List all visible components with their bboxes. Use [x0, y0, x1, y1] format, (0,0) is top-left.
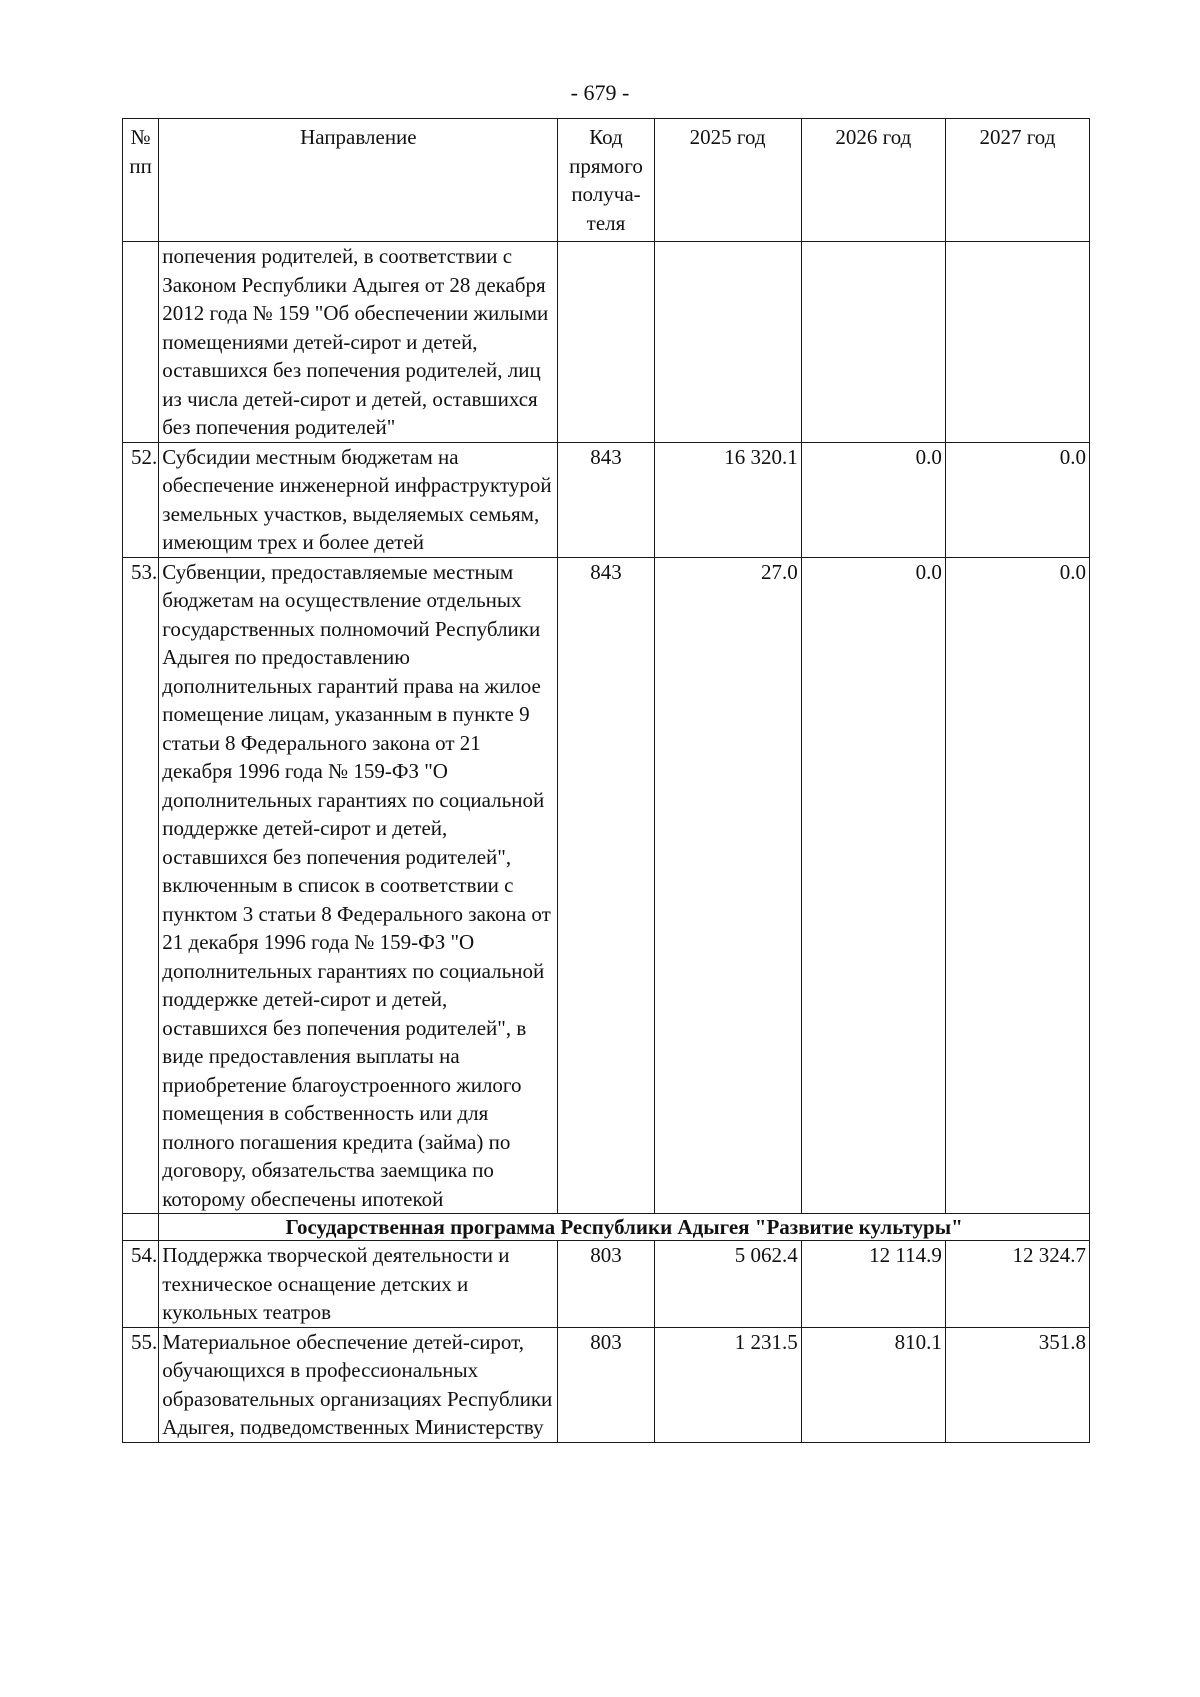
- section-row: [123, 1214, 1090, 1241]
- row-code: 803: [558, 1241, 654, 1328]
- row-2026: [801, 242, 945, 443]
- row-2025: 27.0: [654, 557, 801, 1214]
- row-2026: 12 114.9: [801, 1241, 945, 1328]
- table-row: [123, 1327, 1090, 1442]
- row-2026: 0.0: [801, 442, 945, 557]
- row-direction: Субвенции, предоставляемые местным бюджетам на осуществление отдельных государственных полномочий Республики Адыгея по предоставлению дополнительных гарантий права на жилое помещение лицам, указанным в пункте 9 статьи 8 Федерального закона от 21 декабря 1996 года № 159-ФЗ "О дополнительных гарантиях по социальной поддержке детей-сирот и детей, оставшихся без попечения родителей", включенным в список в соответствии с пунктом 3 статьи 8 Федерального закона от 21 декабря 1996 года № 159-ФЗ "О дополнительных гарантиях по социальной поддержке детей-сирот и детей, оставшихся без попечения родителей", в виде предоставления выплаты на приобретение благоустроенного жилого помещения в собственность или для полного погашения кредита (займа) по договору, обязательства заемщика по которому обеспечены ипотекой: [159, 557, 558, 1214]
- row-number: 53.: [123, 557, 159, 1214]
- row-2025: 16 320.1: [654, 442, 801, 557]
- row-number: 52.: [123, 442, 159, 557]
- header-2026: 2026 год: [801, 119, 945, 242]
- row-2026: 810.1: [801, 1327, 945, 1442]
- row-direction: Материальное обеспечение детей-сирот, обучающихся в профессиональных образовательных организациях Республики Адыгея, подведомственных Министерству: [159, 1327, 558, 1442]
- table-row: [123, 1241, 1090, 1328]
- row-number: 54.: [123, 1241, 159, 1328]
- row-code: 843: [558, 442, 654, 557]
- table-row: [123, 442, 1090, 557]
- row-direction: Поддержка творческой деятельности и техническое оснащение детских и кукольных театров: [159, 1241, 558, 1328]
- table-row: [123, 242, 1090, 443]
- table-row: [123, 557, 1090, 1214]
- row-2027: 12 324.7: [945, 1241, 1089, 1328]
- row-2027: [945, 242, 1089, 443]
- row-2025: 1 231.5: [654, 1327, 801, 1442]
- header-2027: 2027 год: [945, 119, 1089, 242]
- row-2025: 5 062.4: [654, 1241, 801, 1328]
- row-2027: 0.0: [945, 557, 1089, 1214]
- row-code: [558, 242, 654, 443]
- header-2025: 2025 год: [654, 119, 801, 242]
- row-direction: Субсидии местным бюджетам на обеспечение инженерной инфраструктурой земельных участков, выделяемых семьям, имеющим трех и более детей: [159, 442, 558, 557]
- row-2027: 0.0: [945, 442, 1089, 557]
- budget-table: [122, 118, 1090, 1443]
- table-header-row: [123, 119, 1090, 242]
- row-number: 55.: [123, 1327, 159, 1442]
- header-code: Код прямого получа-теля: [558, 119, 654, 242]
- row-code: 803: [558, 1327, 654, 1442]
- row-number: [123, 242, 159, 443]
- row-2026: 0.0: [801, 557, 945, 1214]
- row-direction: попечения родителей, в соответствии с Законом Республики Адыгея от 28 декабря 2012 года № 159 "Об обеспечении жилыми помещениями детей-сирот и детей, оставшихся без попечения родителей, лиц из числа детей-сирот и детей, оставшихся без попечения родителей": [159, 242, 558, 443]
- section-empty-cell: [123, 1214, 159, 1241]
- page-number: - 679 -: [570, 80, 630, 105]
- header-direction: Направление: [159, 119, 558, 242]
- row-2025: [654, 242, 801, 443]
- header-no: № пп: [123, 119, 159, 242]
- row-code: 843: [558, 557, 654, 1214]
- row-2027: 351.8: [945, 1327, 1089, 1442]
- section-title: Государственная программа Республики Адыгея "Развитие культуры": [159, 1214, 1090, 1241]
